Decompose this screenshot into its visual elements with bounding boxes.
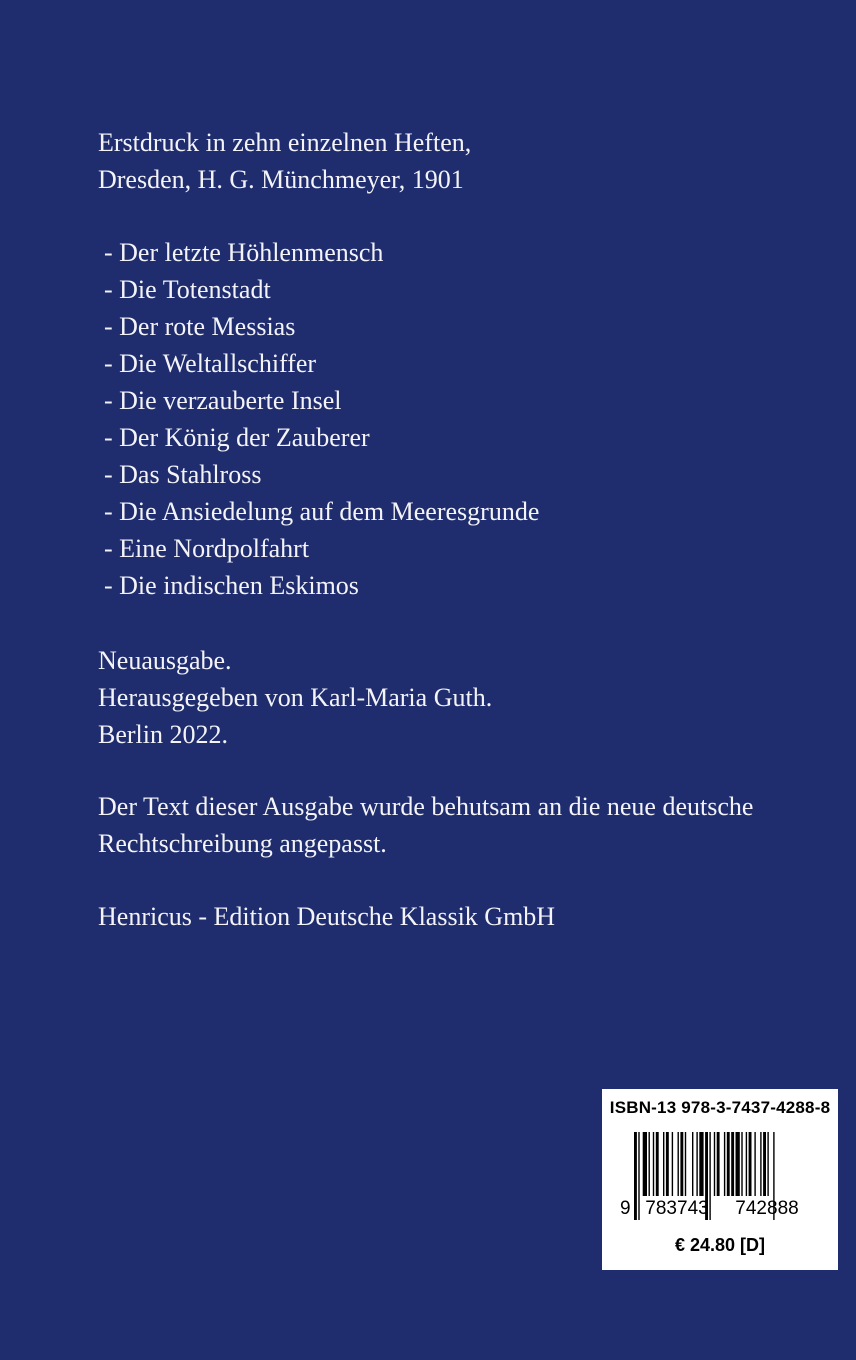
contents-item: - Die Totenstadt <box>104 275 271 304</box>
barcode-bar <box>696 1132 697 1196</box>
barcode-bar <box>666 1132 669 1196</box>
contents-item: - Der rote Messias <box>104 312 296 341</box>
barcode-digits-right: 742888 <box>735 1198 799 1219</box>
barcode-bar <box>754 1132 755 1196</box>
barcode-bar <box>760 1132 761 1196</box>
contents-item: - Die Weltallschiffer <box>104 349 317 378</box>
orthography-line-2: Rechtschreibung angepasst. <box>98 829 387 858</box>
first-edition-line-2: Dresden, H. G. Münchmeyer, 1901 <box>98 165 464 194</box>
barcode-bar <box>727 1132 730 1196</box>
edition-paragraph <box>98 642 492 753</box>
barcode-bar <box>717 1132 720 1196</box>
edition-line-2: Herausgegeben von Karl-Maria Guth. <box>98 683 493 712</box>
barcode-bar <box>692 1132 693 1196</box>
isbn-label: ISBN-13 978-3-7437-4288-8 <box>609 1098 831 1117</box>
barcode-bar <box>672 1132 673 1196</box>
barcode-bar <box>767 1132 768 1196</box>
barcode-bar <box>714 1132 715 1196</box>
contents-item: - Die indischen Eskimos <box>104 571 359 600</box>
contents-item: - Der König der Zauberer <box>104 423 370 452</box>
contents-item: - Das Stahlross <box>104 460 262 489</box>
edition-line-3: Berlin 2022. <box>98 720 228 749</box>
publisher-name: Henricus - Edition Deutsche Klassik GmbH <box>98 902 556 931</box>
barcode-bar <box>663 1132 664 1196</box>
barcode-bar <box>731 1132 734 1196</box>
contents-item: - Der letzte Höhlenmensch <box>104 238 384 267</box>
barcode-bar <box>649 1132 650 1196</box>
barcode-digits-left: 783743 <box>645 1198 709 1219</box>
barcode-bar <box>741 1132 742 1196</box>
orthography-note <box>98 788 753 862</box>
barcode-bar <box>638 1132 639 1220</box>
barcode-bar <box>699 1132 703 1196</box>
contents-item: - Die Ansiedelung auf dem Meeresgrunde <box>104 497 540 526</box>
edition-line-1: Neuausgabe. <box>98 646 232 675</box>
barcode-bar <box>678 1132 679 1196</box>
barcode-icon <box>620 1132 820 1222</box>
barcode-bar <box>709 1132 710 1220</box>
barcode-bar <box>749 1132 752 1196</box>
orthography-line-1: Der Text dieser Ausgabe wurde behutsam an die neue deutsche <box>98 792 754 821</box>
barcode-digit-first: 9 <box>620 1198 631 1219</box>
first-edition-paragraph <box>98 124 471 198</box>
barcode-bar <box>653 1132 654 1196</box>
contents-list <box>104 234 539 604</box>
barcode-bar <box>656 1132 659 1196</box>
barcode-bar <box>736 1132 740 1196</box>
barcode-bar <box>763 1132 766 1196</box>
barcode-bar <box>634 1132 637 1220</box>
contents-item: - Eine Nordpolfahrt <box>104 534 310 563</box>
barcode-bar <box>746 1132 747 1196</box>
barcode-bar <box>685 1132 686 1196</box>
price-label: € 24.80 [D] <box>674 1235 766 1255</box>
first-edition-line-1: Erstdruck in zehn einzelnen Heften, <box>98 128 472 157</box>
isbn-barcode-box <box>602 1089 838 1270</box>
contents-item: - Die verzauberte Insel <box>104 386 342 415</box>
barcode-bar <box>680 1132 683 1196</box>
barcode-bar <box>643 1132 647 1196</box>
publisher-line <box>98 898 555 935</box>
barcode-bar <box>724 1132 725 1196</box>
